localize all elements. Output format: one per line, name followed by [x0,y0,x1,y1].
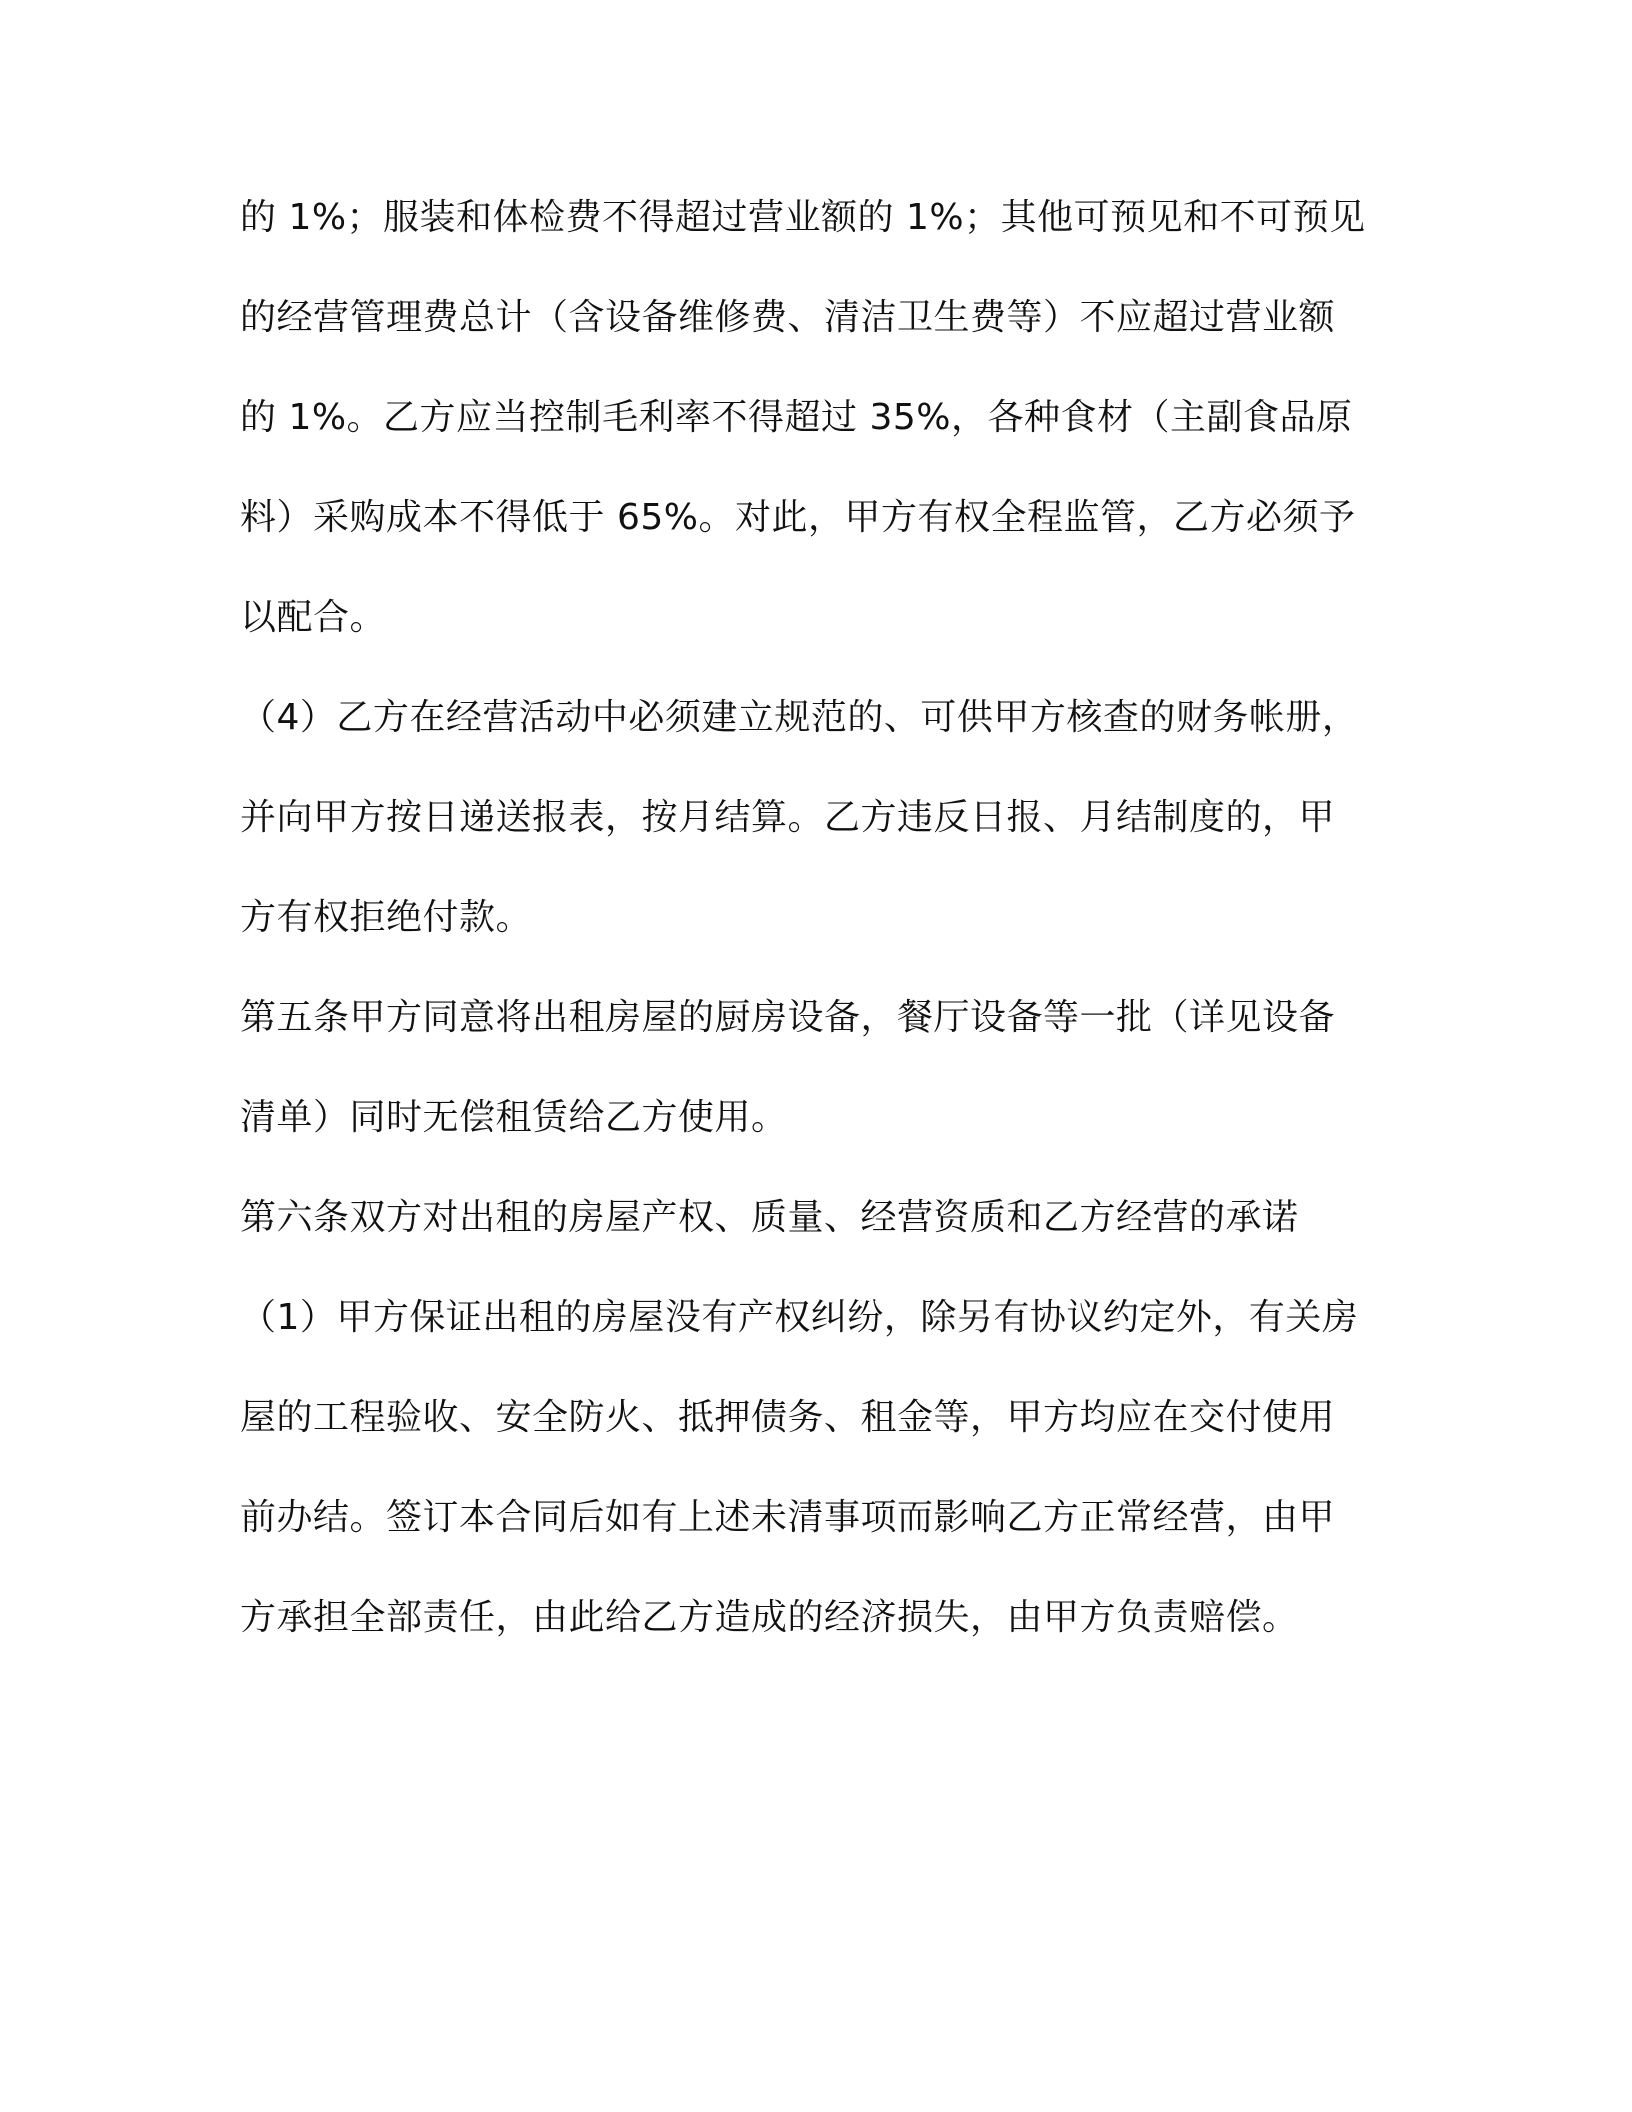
text-line: 料）采购成本不得低于 65%。对此，甲方有权全程监管，乙方必须予 [240,497,1356,538]
text-line: 前办结。签订本合同后如有上述未清事项而影响乙方正常经营，由甲 [240,1497,1336,1538]
text-line: 第六条双方对出租的房屋产权、质量、经营资质和乙方经营的承诺 [240,1197,1299,1238]
text-line: 的经营管理费总计（含设备维修费、清洁卫生费等）不应超过营业额 [240,297,1336,338]
text-line: 以配合。 [240,597,387,638]
text-line: 的 1%；服装和体检费不得超过营业额的 1%；其他可预见和不可预见 [240,197,1366,238]
text-line: 方承担全部责任，由此给乙方造成的经济损失，由甲方负责赔偿。 [240,1597,1299,1638]
text-line: 第五条甲方同意将出租房屋的厨房设备，餐厅设备等一批（详见设备 [240,997,1336,1038]
text-line: 的 1%。乙方应当控制毛利率不得超过 35%，各种食材（主副食品原 [240,397,1353,438]
text-line: 清单）同时无偿租赁给乙方使用。 [240,1097,788,1138]
text-line: 屋的工程验收、安全防火、抵押债务、租金等，甲方均应在交付使用 [240,1397,1336,1438]
text-line: 并向甲方按日递送报表，按月结算。乙方违反日报、月结制度的，甲 [240,797,1336,838]
text-line: （4）乙方在经营活动中必须建立规范的、可供甲方核查的财务帐册， [240,697,1359,738]
text-line: （1）甲方保证出租的房屋没有产权纠纷，除另有协议约定外，有关房 [240,1297,1359,1338]
text-line: 方有权拒绝付款。 [240,897,533,938]
